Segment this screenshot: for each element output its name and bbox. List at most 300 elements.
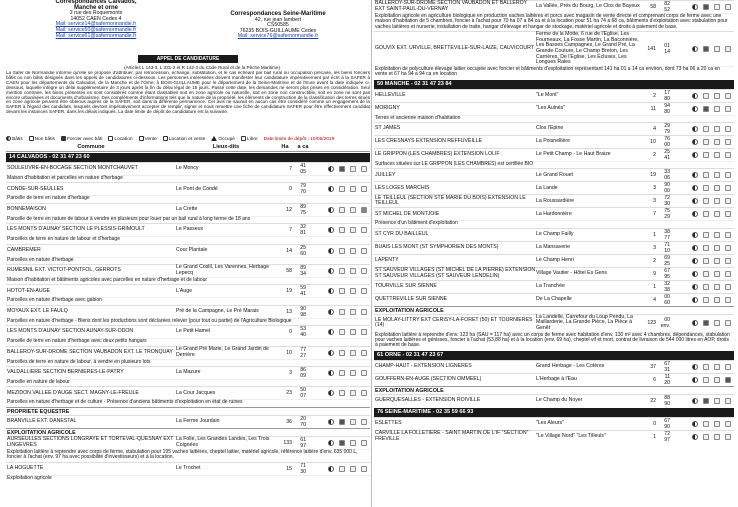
commune-cell: JUILLEY [375, 171, 396, 178]
vente-status-icon [703, 364, 709, 370]
location-status-icon [703, 46, 709, 52]
row-status-icons [672, 377, 734, 383]
vente-status-icon [361, 419, 367, 425]
ha-cell: 13 [286, 308, 292, 315]
corr-sm-mail[interactable]: Mail: service76@safernormandie.fr [237, 33, 319, 40]
vente-status-icon [361, 227, 367, 233]
commune-cell: CONDE-SUR-SEULLES [7, 185, 64, 192]
table-row [6, 462, 370, 475]
bati-status-icon [692, 139, 698, 145]
lieu-cell: Le Champ du Noyer [536, 397, 583, 404]
appel-banner: APPEL DE CANDIDATURE [138, 55, 238, 63]
listing-description: Parcelles en nature d'herbage avec gabion [6, 297, 370, 304]
lieu-cell: L'Auge [176, 287, 192, 294]
ha-cell: 37 [650, 363, 656, 370]
lieu-cell: Le Pont de Condé [176, 185, 218, 192]
vente-status-icon [714, 126, 720, 132]
vente-status-icon [725, 421, 731, 427]
header-lieux: Lieux-dits [212, 144, 240, 150]
vente-status-icon [703, 271, 709, 277]
vente-status-icon [361, 350, 367, 356]
vente-status-icon [339, 186, 345, 192]
vente-status-icon [725, 245, 731, 251]
table-row [374, 31, 734, 66]
vente-status-icon [714, 46, 720, 52]
row-status-icons [672, 284, 734, 290]
ha-cell: 0 [289, 186, 292, 193]
a-ca-cell: 00 env. [660, 317, 670, 330]
commune-cell: LES LOGES MARCHIS [375, 184, 430, 191]
bati-status-icon [692, 364, 698, 370]
commune-cell: CHAMP-HAUT - EXTENSION LIGNERES [375, 363, 472, 370]
bati-status-icon [692, 245, 698, 251]
ha-cell: 7 [289, 227, 292, 234]
listing-description: Terres et ancienne maison d'habitation [374, 115, 734, 122]
vente-status-icon [714, 106, 720, 112]
a-ca-cell: 17 80 [664, 89, 670, 102]
vente-status-icon [714, 398, 720, 404]
a-ca-cell: 53 40 [300, 326, 306, 339]
commune-cell: ST SAUVEUR VILLAGES (ST MICHEL DE LA PIERRE) EXTENSION ST SAUVEUR VILLAGES (ST SAUVEUR LENDELIN) [375, 267, 536, 279]
vente-status-icon [714, 320, 720, 326]
location-status-icon [339, 440, 345, 446]
vente-status-icon [714, 152, 720, 158]
vente-icon [139, 136, 144, 141]
corr-sm-address1: 42, rue jean lambert [254, 16, 302, 23]
commune-cell: SOULEUVRE-EN-BOCAGE SECTION MONTCHAUVET [7, 165, 138, 172]
row-status-icons [672, 320, 734, 326]
ha-cell: 22 [650, 397, 656, 404]
corr-calvados-mail-2[interactable]: Mail: service50@safernormandie.fr [55, 26, 137, 33]
commune-cell: ST CYR DU BAILLEUL [375, 231, 429, 238]
bati-status-icon [328, 419, 334, 425]
bati-status-icon [692, 258, 698, 264]
ha-cell: 141 [647, 46, 656, 52]
corr-calvados-mail-3[interactable]: Mail: service61@safernormandie.fr [55, 32, 137, 39]
table-row [374, 168, 734, 181]
vente-status-icon [350, 329, 356, 335]
legend-non-bati: Non bâtis [29, 136, 55, 142]
bati-status-icon [328, 268, 334, 274]
bati-status-icon [328, 390, 334, 396]
vente-status-icon [339, 288, 345, 294]
commune-cell: LAPENTY [375, 257, 399, 264]
vente-status-icon [339, 248, 345, 254]
lieu-cell: La Poisnellière [536, 138, 571, 145]
section-title: EXPLOITATION AGRICOLE [374, 306, 734, 314]
vente-status-icon [714, 139, 720, 145]
bati-status-icon [692, 185, 698, 191]
listing-description: Exploitation agricole [6, 475, 370, 482]
lieu-cell: Le Grand Rouet [536, 171, 573, 178]
a-ca-cell: 38 77 [664, 228, 670, 241]
lieu-cell: La Ferme Jourdain [176, 418, 220, 425]
a-ca-cell: 71 30 [300, 462, 306, 475]
commune-cell: TOURVILLE SUR SIENNE [375, 283, 437, 290]
lieu-cell: Le Grand Pré Marie, Le Grand Jardin de Derrière [176, 346, 269, 358]
vente-status-icon [725, 106, 731, 112]
section-title: PROPRIETE EQUESTRE [6, 407, 370, 415]
a-ca-cell: 88 90 [664, 394, 670, 407]
vente-status-icon [725, 185, 731, 191]
vente-status-icon [703, 185, 709, 191]
a-ca-cell: 25 60 [300, 244, 306, 257]
libre-icon [241, 136, 246, 141]
a-ca-cell: 33 06 [664, 169, 670, 182]
vente-status-icon [703, 126, 709, 132]
right-listing [374, 0, 734, 443]
vente-status-icon [350, 466, 356, 472]
vente-status-icon [339, 207, 345, 213]
a-ca-cell: 79 70 [300, 183, 306, 196]
location-status-icon [703, 398, 709, 404]
bati-status-icon [692, 152, 698, 158]
vente-status-icon [725, 320, 731, 326]
listing-description: Parcelle de terre en nature de labour à vendre en plusieurs pour louer par un bail rural à long terme de 18 ans [6, 216, 370, 223]
legend [6, 135, 370, 143]
vente-status-icon [725, 297, 731, 303]
row-status-icons [672, 398, 734, 404]
correspondances-header [6, 0, 370, 50]
bati-status-icon [692, 320, 698, 326]
lieu-cell: Village Vautier - Hôtel Es Gens [536, 270, 608, 277]
lieu-cell: La Cour Jacques [176, 389, 216, 396]
lieu-cell: Le Petit Champ - Le Haut Braize [536, 151, 611, 158]
commune-cell: MOYAUX EXT. LE FAULQ [7, 308, 68, 315]
table-row [6, 436, 370, 449]
ha-cell: 3 [289, 370, 292, 377]
legend-libre: Libre [241, 136, 258, 142]
a-ca-cell: 72 30 [664, 195, 670, 208]
row-status-icons [308, 440, 370, 446]
a-ca-cell: 76 00 [664, 136, 670, 148]
vente-status-icon [361, 370, 367, 376]
table-row [374, 207, 734, 220]
table-row [374, 417, 734, 430]
ha-cell: 2 [653, 92, 656, 99]
bati-status-icon [328, 227, 334, 233]
a-ca-cell: 32 81 [300, 224, 306, 237]
vente-status-icon [725, 172, 731, 178]
ha-cell: 19 [650, 172, 656, 179]
bati-status-icon [328, 288, 334, 294]
a-ca-cell: 00 60 [664, 293, 670, 306]
row-status-icons [672, 434, 734, 440]
vente-status-icon [350, 309, 356, 315]
a-ca-cell: 50 07 [300, 387, 306, 400]
commune-cell: LES CRESNAYS EXTENSION REFFUVEILLE [375, 138, 483, 145]
row-status-icons [308, 268, 370, 274]
lieu-cell: Le Petit Hamel [176, 328, 211, 335]
bati-status-icon [328, 186, 334, 192]
table-header [6, 143, 370, 152]
row-status-icons [672, 198, 734, 204]
corr-calvados-address1: 2 rue des Roquemonts [69, 10, 123, 17]
table-row [374, 293, 734, 306]
department-header: 76 SEINE-MARITIME - 02 35 59 66 93 [374, 408, 734, 417]
row-status-icons [672, 4, 734, 10]
commune-cell: RUMESNIL EXT. VICTOT-PONTFOL, GERROTS [7, 267, 121, 274]
ha-cell: 123 [647, 320, 656, 327]
vente-status-icon [703, 245, 709, 251]
lieu-cell: Le Moncy [176, 165, 199, 172]
lieu-cell: Le Champ Failly [536, 231, 574, 238]
bati-status-icon [692, 172, 698, 178]
row-status-icons [308, 329, 370, 335]
vente-status-icon [703, 152, 709, 158]
lieu-cell: La Hardonnière [536, 210, 572, 217]
legend-location-vente: Location et vente [163, 136, 206, 142]
bati-status-icon [692, 377, 698, 383]
ha-cell: 6 [653, 376, 656, 383]
bati-status-icon [328, 370, 334, 376]
vente-status-icon [714, 198, 720, 204]
row-status-icons [308, 390, 370, 396]
vente-status-icon [714, 297, 720, 303]
bati-status-icon [692, 398, 698, 404]
vente-status-icon [350, 227, 356, 233]
vente-status-icon [361, 440, 367, 446]
table-row [6, 244, 370, 257]
row-status-icons [672, 185, 734, 191]
ha-cell: 12 [286, 206, 292, 213]
legend-vente: Vente [139, 136, 157, 142]
row-status-icons [672, 421, 734, 427]
bati-status-icon [328, 329, 334, 335]
corr-calvados-mail-1[interactable]: Mail: service14@safernormandie.fr [55, 21, 137, 28]
vente-status-icon [725, 232, 731, 238]
ha-cell: 7 [653, 211, 656, 218]
vente-status-icon [339, 370, 345, 376]
bati-status-icon [328, 248, 334, 254]
lieu-cell: Le Champ Henri [536, 257, 574, 264]
commune-cell: BALLEROY-SUR-DROME SECTION VAUBADON EXT. LE TRONQUAY [7, 348, 173, 355]
ha-cell: 10 [286, 349, 292, 356]
vente-status-icon [714, 93, 720, 99]
table-row [6, 203, 370, 216]
table-row [374, 228, 734, 241]
a-ca-cell: 61 97 [300, 436, 306, 449]
lieu-cell: Clos l'Epine [536, 125, 564, 132]
commune-cell: BONNEMAISON [7, 206, 46, 213]
corr-sm-address2: CS50585 [267, 22, 289, 29]
header-commune: Commune [77, 144, 105, 150]
row-status-icons [672, 46, 734, 52]
legend-location: Location [108, 136, 132, 142]
bati-status-icon [692, 93, 698, 99]
bati-status-icon [692, 284, 698, 290]
vente-status-icon [725, 271, 731, 277]
row-status-icons [672, 152, 734, 158]
vente-status-icon [703, 211, 709, 217]
location-icon [108, 136, 113, 141]
commune-cell: GOUFFERN-EN-AUGE (SECTION OMMEEL) [375, 376, 482, 383]
a-ca-cell: 71 10 [664, 241, 670, 254]
a-ca-cell: 20 70 [300, 415, 306, 428]
lieu-cell: Ferme de la Motte, 6 rue de l'Eglise, Les Fourneaux, La Fosse Martin, La Baconnière, Les Basses Campagnes, Le Grand Pré, La Grande Couture, Le Champ Breton, Les Carrières, De l'Eglise, Les Écluses, Les Longues Raies [536, 31, 639, 66]
ha-cell: 36 [286, 418, 292, 425]
location-status-icon [703, 106, 709, 112]
a-ca-cell: 01 14 [664, 43, 670, 55]
commune-cell: LES MONTS D'AUNAY SECTION LE PLESSIS-GRIMOULT [7, 226, 145, 233]
listing-description: Exploitation de polyculture élevage laitier occupée avec foncier et bâtiments d'exploitation représentant 141 ha 01 a 14 ca environ, dont 73 ha 06 a 20 ca en vente et 67 ha 94 a 94 ca en location [374, 66, 734, 79]
department-header: 50 MANCHE - 02 31 47 23 84 [374, 80, 734, 89]
table-row [374, 102, 734, 115]
vente-status-icon [361, 186, 367, 192]
vente-status-icon [725, 93, 731, 99]
bati-status-icon [692, 4, 698, 10]
listing-description: Maison d'habitation et parcelles en nature d'herbage [6, 175, 370, 182]
vente-status-icon [339, 350, 345, 356]
vente-status-icon [361, 268, 367, 274]
row-status-icons [308, 350, 370, 356]
lieu-cell: La Landelle, Carrefour du Loup Pendu, La Maillarderie, La Grande Pièce, La Pièce à Genêt [536, 313, 633, 331]
vente-status-icon [703, 421, 709, 427]
ha-cell: 3 [653, 198, 656, 205]
vente-status-icon [339, 390, 345, 396]
ha-cell: 15 [286, 465, 292, 472]
lieu-cell: "Les Aulnés" [536, 104, 566, 111]
table-row [6, 325, 370, 338]
corr-calvados-title: Correspondances Calvados, Manche et orne [55, 0, 137, 11]
ha-cell: 133 [283, 439, 292, 446]
vente-status-icon [703, 377, 709, 383]
table-row [6, 386, 370, 399]
vente-status-icon [350, 440, 356, 446]
lieu-cell: Le Trochet [176, 464, 201, 471]
lieu-cell: "Les Aleurs" [536, 420, 564, 427]
table-row [374, 122, 734, 135]
row-status-icons [672, 93, 734, 99]
a-ca-cell: 25 41 [664, 149, 670, 161]
table-row [374, 430, 734, 443]
vente-status-icon [714, 271, 720, 277]
table-row [6, 182, 370, 195]
forcier-icon [61, 136, 66, 141]
a-ca-cell: 86 09 [300, 367, 306, 380]
bati-icon [6, 136, 11, 141]
vente-status-icon [350, 350, 356, 356]
a-ca-cell: 72 97 [664, 430, 670, 443]
commune-cell: VALDALLIERE SECTION BERNIERES-LE-PATRY [7, 369, 124, 376]
bati-status-icon [328, 466, 334, 472]
vente-status-icon [350, 419, 356, 425]
occupe-icon [211, 136, 217, 141]
bati-status-icon [328, 166, 334, 172]
vente-status-icon [361, 466, 367, 472]
vente-status-icon [339, 466, 345, 472]
vente-status-icon [725, 258, 731, 264]
row-status-icons [672, 211, 734, 217]
a-ca-cell: 41 05 [300, 163, 306, 175]
bati-status-icon [692, 232, 698, 238]
vente-status-icon [725, 4, 731, 10]
legend-occupe: Occupé [211, 136, 235, 142]
location-status-icon [703, 320, 709, 326]
a-ca-cell: 94 80 [664, 102, 670, 115]
row-status-icons [672, 126, 734, 132]
lieu-cell: "Le Mont" [536, 91, 559, 98]
vente-status-icon [725, 398, 731, 404]
ha-cell: 0 [653, 420, 656, 427]
legend-forcier: Forcier avec bâti [61, 136, 102, 142]
ha-cell: 4 [653, 296, 656, 303]
vente-status-icon [714, 364, 720, 370]
listing-description: Parcelle de terre en nature d'herbage avec deux petits hangars [6, 338, 370, 345]
vente-status-icon [725, 434, 731, 440]
lieu-cell: La Crette [176, 206, 198, 213]
bati-status-icon [692, 198, 698, 204]
table-row [6, 415, 370, 428]
vente-status-icon [339, 268, 345, 274]
commune-cell: ESLETTES [375, 420, 402, 427]
vente-status-icon [725, 364, 731, 370]
listing-description: Parcelles en nature d'herbage et de culture - Présence d'anciens bâtiments d'exploitation en état de ruines [6, 399, 370, 406]
vente-status-icon [361, 248, 367, 254]
header-a: a ca [297, 144, 309, 150]
lieu-cell: La Mansaverie [536, 244, 571, 251]
ha-cell: 1 [653, 433, 656, 440]
commune-cell: LA HOGUETTE [7, 464, 44, 471]
row-status-icons [672, 258, 734, 264]
row-status-icons [308, 227, 370, 233]
correspondances-seine-maritime [186, 0, 370, 50]
vente-status-icon [725, 126, 731, 132]
ha-cell: 9 [653, 270, 656, 277]
vente-status-icon [714, 258, 720, 264]
correspondances-calvados [6, 0, 186, 50]
ha-cell: 58 [286, 268, 292, 275]
ha-cell: 2 [653, 257, 656, 264]
vente-status-icon [350, 370, 356, 376]
vente-status-icon [725, 284, 731, 290]
row-status-icons [672, 245, 734, 251]
listing-description: Parcelles en nature d'herbage [6, 257, 370, 264]
commune-cell: CAMBREMER [7, 246, 41, 253]
row-status-icons [308, 466, 370, 472]
left-listing [6, 153, 370, 482]
vente-status-icon [361, 288, 367, 294]
a-ca-cell: 67 95 [664, 267, 670, 280]
listing-description: Surfaces situées sur LE GRIPPON (LES CHAMBRES) est certifiée BIO [374, 161, 734, 168]
bati-status-icon [692, 297, 698, 303]
vente-status-icon [703, 198, 709, 204]
lieu-cell: Le Grand Coslil, Les Varennes, Herbage Lepecq [176, 264, 270, 277]
vente-status-icon [350, 248, 356, 254]
row-status-icons [308, 309, 370, 315]
lieu-cell: Le Passeux [176, 226, 204, 233]
table-row [374, 135, 734, 148]
table-row [374, 254, 734, 267]
row-status-icons [308, 288, 370, 294]
a-ca-cell: 89 75 [300, 203, 306, 216]
vente-status-icon [350, 186, 356, 192]
vente-status-icon [339, 329, 345, 335]
a-ca-cell: 59 41 [300, 285, 306, 298]
commune-cell: LES MONTS D'AUNAY SECTION AUNAY-SUR-ODON [7, 328, 134, 335]
lieu-cell: La Roussardière [536, 197, 575, 204]
vente-status-icon [714, 245, 720, 251]
department-header: 14 CALVADOS - 02 31 47 23 60 [6, 153, 370, 162]
a-ca-cell: 75 29 [664, 208, 670, 221]
listing-description: Exploitation laitière à reprendre d'env. 123 ha (SAU = 117 ha) avec un corps de ferme avec habitation d'env. 130 m² avec 4 chambres, dépendances, stabulation pour vaches laitières et génisses, foncier à l'achat (53,88 ha) et à la location (env. 69 ha), cheptel vif et mort, contrat de livraison de 544 000 litres en AOP, droits à paiement de base. [374, 332, 734, 350]
bati-status-icon [692, 271, 698, 277]
lieu-cell: La Folie, Les Grandes Landes, Les Trois Coignées [176, 436, 270, 448]
vente-status-icon [361, 329, 367, 335]
commune-cell: HELLEVILLE [375, 91, 406, 98]
commune-cell: BUAIS LES MONT (ST SYMPHORIEN DES MONTS) [375, 244, 499, 251]
row-status-icons [672, 172, 734, 178]
